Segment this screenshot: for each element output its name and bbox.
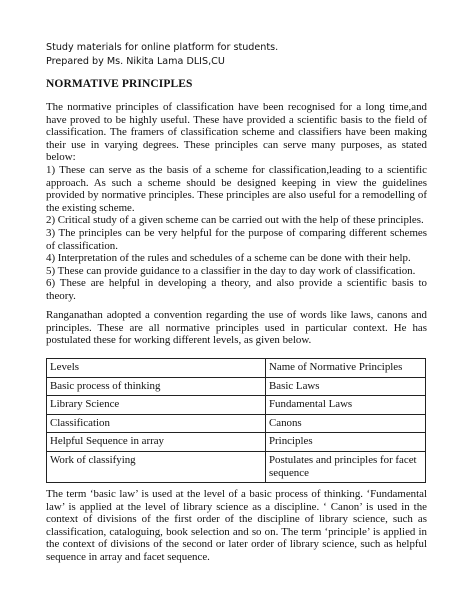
table-cell-line-1: Postulates and principles for facet: [269, 453, 417, 466]
table-cell-line-2: sequence: [269, 466, 309, 479]
table-row: [47, 396, 426, 415]
intro-paragraph: The normative principles of classification have been recognised for a long time,and have proved to be highly useful. These have provided a scientific basis to the field of classification. The framers of classification scheme and classifiers have been making their use in varying degrees. These principles can serve many purposes, as stated below:: [46, 101, 427, 164]
intro-section: [46, 101, 427, 303]
section-title: NORMATIVE PRINCIPLES: [46, 78, 193, 90]
table-header-cell: Levels: [47, 359, 266, 378]
table-row: [47, 451, 426, 482]
table-row: [47, 433, 426, 452]
levels-table: [46, 358, 426, 483]
table-cell: Work of classifying: [47, 451, 266, 482]
table-cell: Library Science: [47, 396, 266, 415]
table-cell: Basic process of thinking: [47, 377, 266, 396]
terms-text: The term ‘basic law’ is used at the level of a basic process of thinking. ‘Fundamental law’ is applied at the level of library science as a discipline. ‘ Canon’ is used in the context of divisions of the first order of the discipline of library science, such as classification, cataloguing, book selection and so on. The term ‘principle’ is applied in the context of divisions of the second or later order of library science, such as helpful sequence in array and facet sequence.: [46, 488, 427, 563]
purpose-item-3: 3) The principles can be very helpful for the purpose of comparing different schemes of classification.: [46, 226, 427, 252]
table-row: [47, 414, 426, 433]
ranganathan-text: Ranganathan adopted a convention regarding the use of words like laws, canons and principles. These are all normative principles used in particular context. He has postulated these for working different levels, as given below.: [46, 309, 427, 347]
table-header-row: [47, 359, 426, 378]
table-header-cell: Name of Normative Principles: [266, 359, 426, 378]
purpose-item-4: 4) Interpretation of the rules and schedules of a scheme can be done with their help.: [46, 252, 411, 265]
purpose-item-5: 5) These can provide guidance to a classifier in the day to day work of classification.: [46, 264, 416, 277]
purpose-item-1: 1) These can serve as the basis of a scheme for classification,leading to a scientific approach. As such a scheme should be designed keeping in view the guidelines provided by normative principles. These principles are also useful for a remodelling of the existing scheme.: [46, 163, 427, 214]
purpose-item-6: 6) These are helpful in developing a theory, and also provide a scientific basis to theory.: [46, 277, 427, 302]
purpose-item-2: 2) Critical study of a given scheme can be carried out with the help of these principles.: [46, 214, 424, 227]
table-cell: Classification: [47, 414, 266, 433]
header-line-1: Study materials for online platform for students.: [46, 42, 279, 53]
table-cell: Basic Laws: [266, 377, 426, 396]
page-header: [46, 41, 278, 69]
table-cell: Principles: [266, 433, 426, 452]
ranganathan-paragraph: [46, 309, 427, 347]
table-cell: Helpful Sequence in array: [47, 433, 266, 452]
table-cell: [266, 451, 426, 482]
header-line-2: Prepared by Ms. Nikita Lama DLIS,CU: [46, 56, 225, 67]
table-cell: Canons: [266, 414, 426, 433]
table-row: [47, 377, 426, 396]
table-cell: Fundamental Laws: [266, 396, 426, 415]
terms-paragraph: [46, 488, 427, 564]
